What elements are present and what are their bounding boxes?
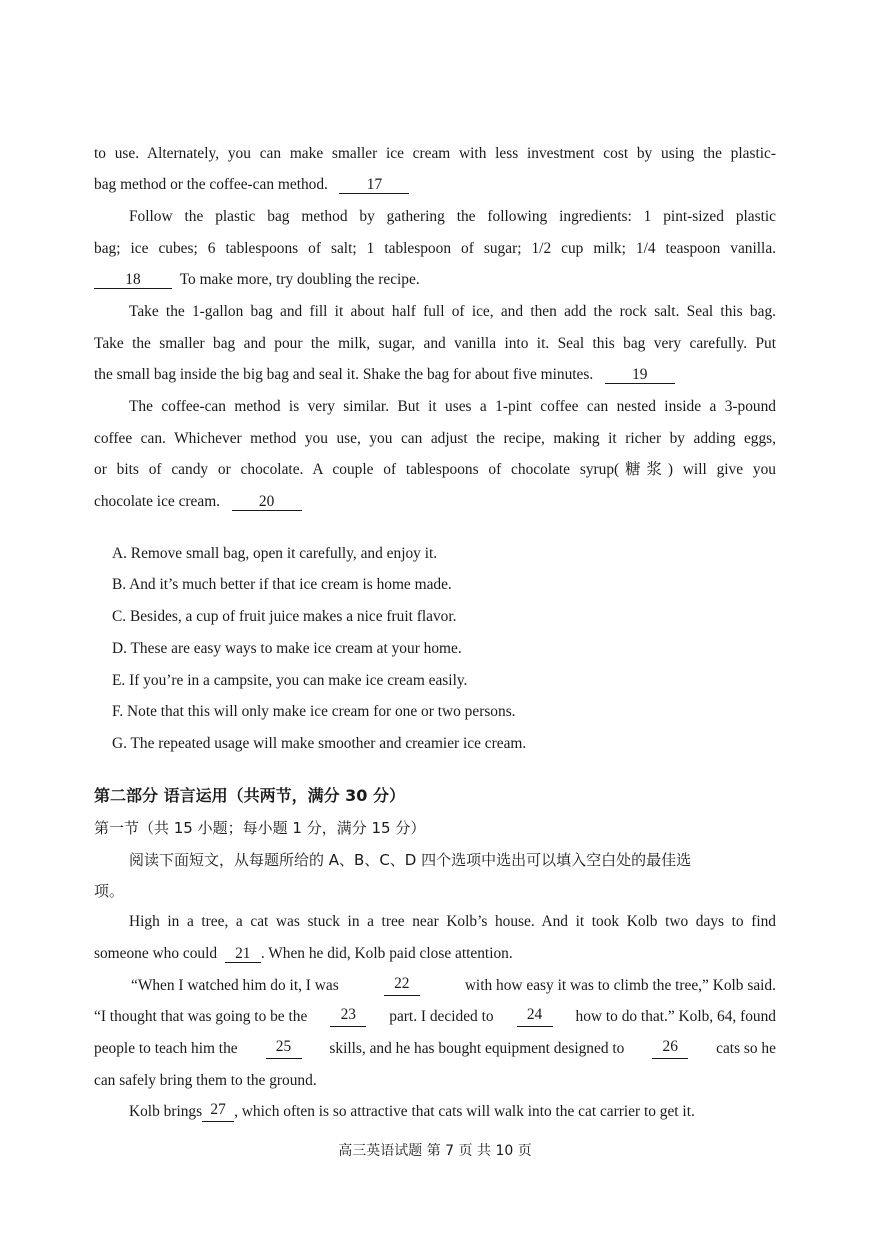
passage-text: bag method or the coffee-can method. <box>94 176 328 193</box>
passage-line <box>94 365 776 385</box>
passage-line: or bits of candy or chocolate. A couple of tablespoons of chocolate syrup(糖浆) will give you <box>94 461 776 478</box>
section-subtitle: 第一节（共 15 小题；每小题 1 分，满分 15 分） <box>94 819 426 837</box>
passage-text: part. I decided to <box>389 1008 494 1025</box>
passage-text: . When he did, Kolb paid close attention. <box>260 945 513 962</box>
blank-27: 27 <box>202 1102 234 1122</box>
page-footer: 高三英语试题 第 7 页 共 10 页 <box>338 1143 532 1159</box>
passage-line <box>129 1102 776 1122</box>
passage-line <box>94 492 776 512</box>
passage-text: To make more, try doubling the recipe. <box>179 271 420 288</box>
passage-line: can safely bring them to the ground. <box>94 1072 317 1089</box>
passage-text: people to teach him the <box>94 1040 238 1057</box>
blank-18: 18 <box>94 272 172 289</box>
blank-26: 26 <box>652 1039 688 1059</box>
passage-line <box>94 175 776 195</box>
passage-text: skills, and he has bought equipment designed to <box>329 1040 625 1057</box>
passage-text: “I thought that was going to be the <box>94 1008 308 1025</box>
blank-25: 25 <box>266 1039 302 1059</box>
blank-22: 22 <box>384 976 420 996</box>
passage-text: chocolate ice cream. <box>94 493 221 510</box>
passage-text: “When I watched him do it, I was <box>131 977 339 994</box>
passage-line: coffee can. Whichever method you use, you can adjust the recipe, making it richer by adding eggs, <box>94 430 776 447</box>
passage-text: with how easy it was to climb the tree,” Kolb said. <box>464 977 776 994</box>
passage-line: Take the 1-gallon bag and fill it about half full of ice, and then add the rock salt. Seal this bag. <box>129 303 776 320</box>
passage-line: The coffee-can method is very similar. But it uses a 1-pint coffee can nested inside a 3-pound <box>129 398 776 415</box>
blank-20: 20 <box>232 494 302 511</box>
option-g: G. The repeated usage will make smoother and creamier ice cream. <box>112 735 527 752</box>
option-a: A. Remove small bag, open it carefully, and enjoy it. <box>112 545 438 562</box>
passage-line: to use. Alternately, you can make smaller ice cream with less investment cost by using the plastic- <box>94 145 776 162</box>
passage-line <box>94 1039 776 1059</box>
option-f: F. Note that this will only make ice cream for one or two persons. <box>112 703 516 720</box>
option-b: B. And it’s much better if that ice cream is home made. <box>112 576 452 593</box>
blank-19: 19 <box>605 367 675 384</box>
passage-line <box>94 1007 776 1027</box>
option-d: D. These are easy ways to make ice cream at your home. <box>112 640 462 657</box>
option-c: C. Besides, a cup of fruit juice makes a nice fruit flavor. <box>112 608 457 625</box>
passage-line <box>94 270 776 290</box>
passage-text: the small bag inside the big bag and seal it. Shake the bag for about five minutes. <box>94 366 594 383</box>
passage-text: Kolb brings <box>129 1103 203 1120</box>
section-title: 第二部分 语言运用（共两节，满分 30 分） <box>94 786 405 805</box>
passage-text: , which often is so attractive that cats will walk into the cat carrier to get it. <box>234 1103 695 1120</box>
instruction-line: 项。 <box>94 882 125 900</box>
passage-text: cats so he <box>716 1040 776 1057</box>
passage-line: High in a tree, a cat was stuck in a tree near Kolb’s house. And it took Kolb two days to find <box>129 913 776 930</box>
passage-line <box>131 976 776 996</box>
passage-line: bag; ice cubes; 6 tablespoons of salt; 1 tablespoon of sugar; 1/2 cup milk; 1/4 teaspoon vanilla. <box>94 240 776 257</box>
passage-line <box>94 944 776 964</box>
instruction-line: 阅读下面短文，从每题所给的 A、B、C、D 四个选项中选出可以填入空白处的最佳选 <box>129 851 692 869</box>
blank-17: 17 <box>339 177 409 194</box>
blank-23: 23 <box>330 1007 366 1027</box>
passage-text: how to do that.” Kolb, 64, found <box>575 1008 776 1025</box>
option-e: E. If you’re in a campsite, you can make ice cream easily. <box>112 672 468 689</box>
passage-line: Take the smaller bag and pour the milk, sugar, and vanilla into it. Seal this bag very carefully. Put <box>94 335 776 352</box>
blank-24: 24 <box>517 1007 553 1027</box>
blank-21: 21 <box>225 946 261 963</box>
passage-line: Follow the plastic bag method by gathering the following ingredients: 1 pint-sized plastic <box>129 208 776 225</box>
passage-text: someone who could <box>94 945 218 962</box>
